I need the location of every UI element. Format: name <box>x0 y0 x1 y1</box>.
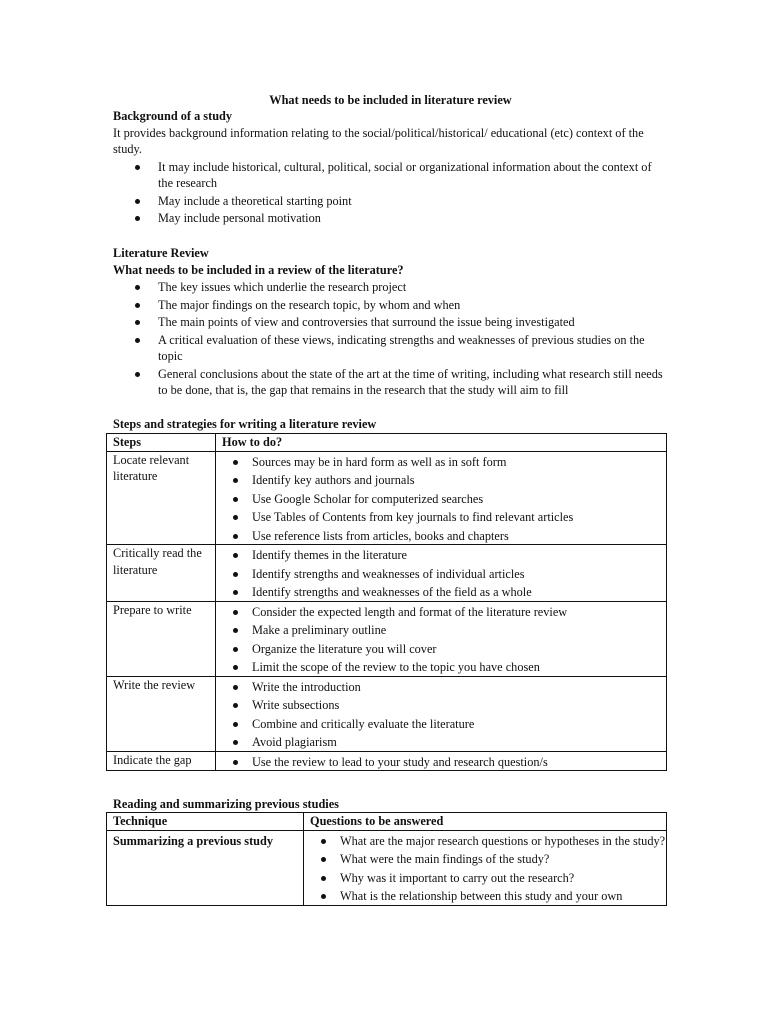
list-item: Make a preliminary outline <box>222 622 666 639</box>
list-item: Why was it important to carry out the research? <box>310 870 666 887</box>
table-row <box>107 830 667 905</box>
list-item: Use Google Scholar for computerized searches <box>222 491 666 508</box>
steps-heading: Steps and strategies for writing a literature review <box>113 417 377 431</box>
background-heading: Background of a study <box>113 109 233 123</box>
list-item: Organize the literature you will cover <box>222 641 666 658</box>
table-row <box>107 676 667 751</box>
list-item: Sources may be in hard form as well as in soft form <box>222 454 666 471</box>
list-item: Write subsections <box>222 697 666 714</box>
how-cell <box>216 676 667 751</box>
list-item: Use the review to lead to your study and research question/s <box>222 754 666 771</box>
list-item: Identify strengths and weaknesses of the field as a whole <box>222 584 666 601</box>
list-item: General conclusions about the state of the art at the time of writing, including what research still needs to be done, that is, the gap that remains in the research that the study will aim to fill <box>113 366 668 399</box>
list-item: Identify themes in the literature <box>222 547 666 564</box>
step-cell: Critically read the literature <box>107 545 216 602</box>
literature-heading: Literature Review <box>113 246 209 260</box>
literature-section <box>113 245 668 399</box>
table-header-row <box>107 434 667 452</box>
list-item: Avoid plagiarism <box>222 734 666 751</box>
background-section <box>113 108 668 227</box>
list-item: Use Tables of Contents from key journals to find relevant articles <box>222 509 666 526</box>
background-intro: It provides background information relating to the social/political/historical/ educational (etc) context of the study. <box>113 125 644 156</box>
list-item: What are the major research questions or hypotheses in the study? <box>310 833 666 850</box>
step-cell: Locate relevant literature <box>107 451 216 545</box>
column-header-how: How to do? <box>216 434 667 452</box>
table-header-row <box>107 813 667 831</box>
list-item: May include a theoretical starting point <box>113 193 668 210</box>
list-item: Write the introduction <box>222 679 666 696</box>
literature-bullets <box>113 279 668 399</box>
step-cell: Write the review <box>107 676 216 751</box>
list-item: Identify strengths and weaknesses of individual articles <box>222 566 666 583</box>
list-item: The key issues which underlie the research project <box>113 279 668 296</box>
list-item: Identify key authors and journals <box>222 472 666 489</box>
list-item: The main points of view and controversies that surround the issue being investigated <box>113 314 668 331</box>
table-row <box>107 601 667 676</box>
how-cell <box>216 451 667 545</box>
step-cell: Prepare to write <box>107 601 216 676</box>
list-item: Consider the expected length and format of the literature review <box>222 604 666 621</box>
list-item: May include personal motivation <box>113 210 668 227</box>
background-bullets <box>113 159 668 227</box>
list-item: The major findings on the research topic, by whom and when <box>113 297 668 314</box>
step-cell: Indicate the gap <box>107 751 216 771</box>
how-cell <box>216 751 667 771</box>
column-header-steps: Steps <box>107 434 216 452</box>
list-item: What were the main findings of the study? <box>310 851 666 868</box>
questions-cell <box>304 830 667 905</box>
table-row <box>107 545 667 602</box>
reading-heading: Reading and summarizing previous studies <box>113 797 339 811</box>
column-header-technique: Technique <box>107 813 304 831</box>
steps-table <box>106 433 667 771</box>
list-item: Limit the scope of the review to the topic you have chosen <box>222 659 666 676</box>
how-cell <box>216 601 667 676</box>
list-item: Combine and critically evaluate the literature <box>222 716 666 733</box>
literature-subheading: What needs to be included in a review of the literature? <box>113 262 404 277</box>
list-item: It may include historical, cultural, political, social or organizational information about the context of the research <box>113 159 668 192</box>
column-header-questions: Questions to be answered <box>304 813 667 831</box>
table-row <box>107 451 667 545</box>
list-item: Use reference lists from articles, books and chapters <box>222 528 666 545</box>
how-cell <box>216 545 667 602</box>
list-item: A critical evaluation of these views, indicating strengths and weaknesses of previous studies on the topic <box>113 332 668 365</box>
reading-table <box>106 812 667 906</box>
list-item: What is the relationship between this study and your own <box>310 888 666 905</box>
table-row <box>107 751 667 771</box>
technique-cell: Summarizing a previous study <box>107 830 304 905</box>
document-title: What needs to be included in literature review <box>269 93 512 107</box>
